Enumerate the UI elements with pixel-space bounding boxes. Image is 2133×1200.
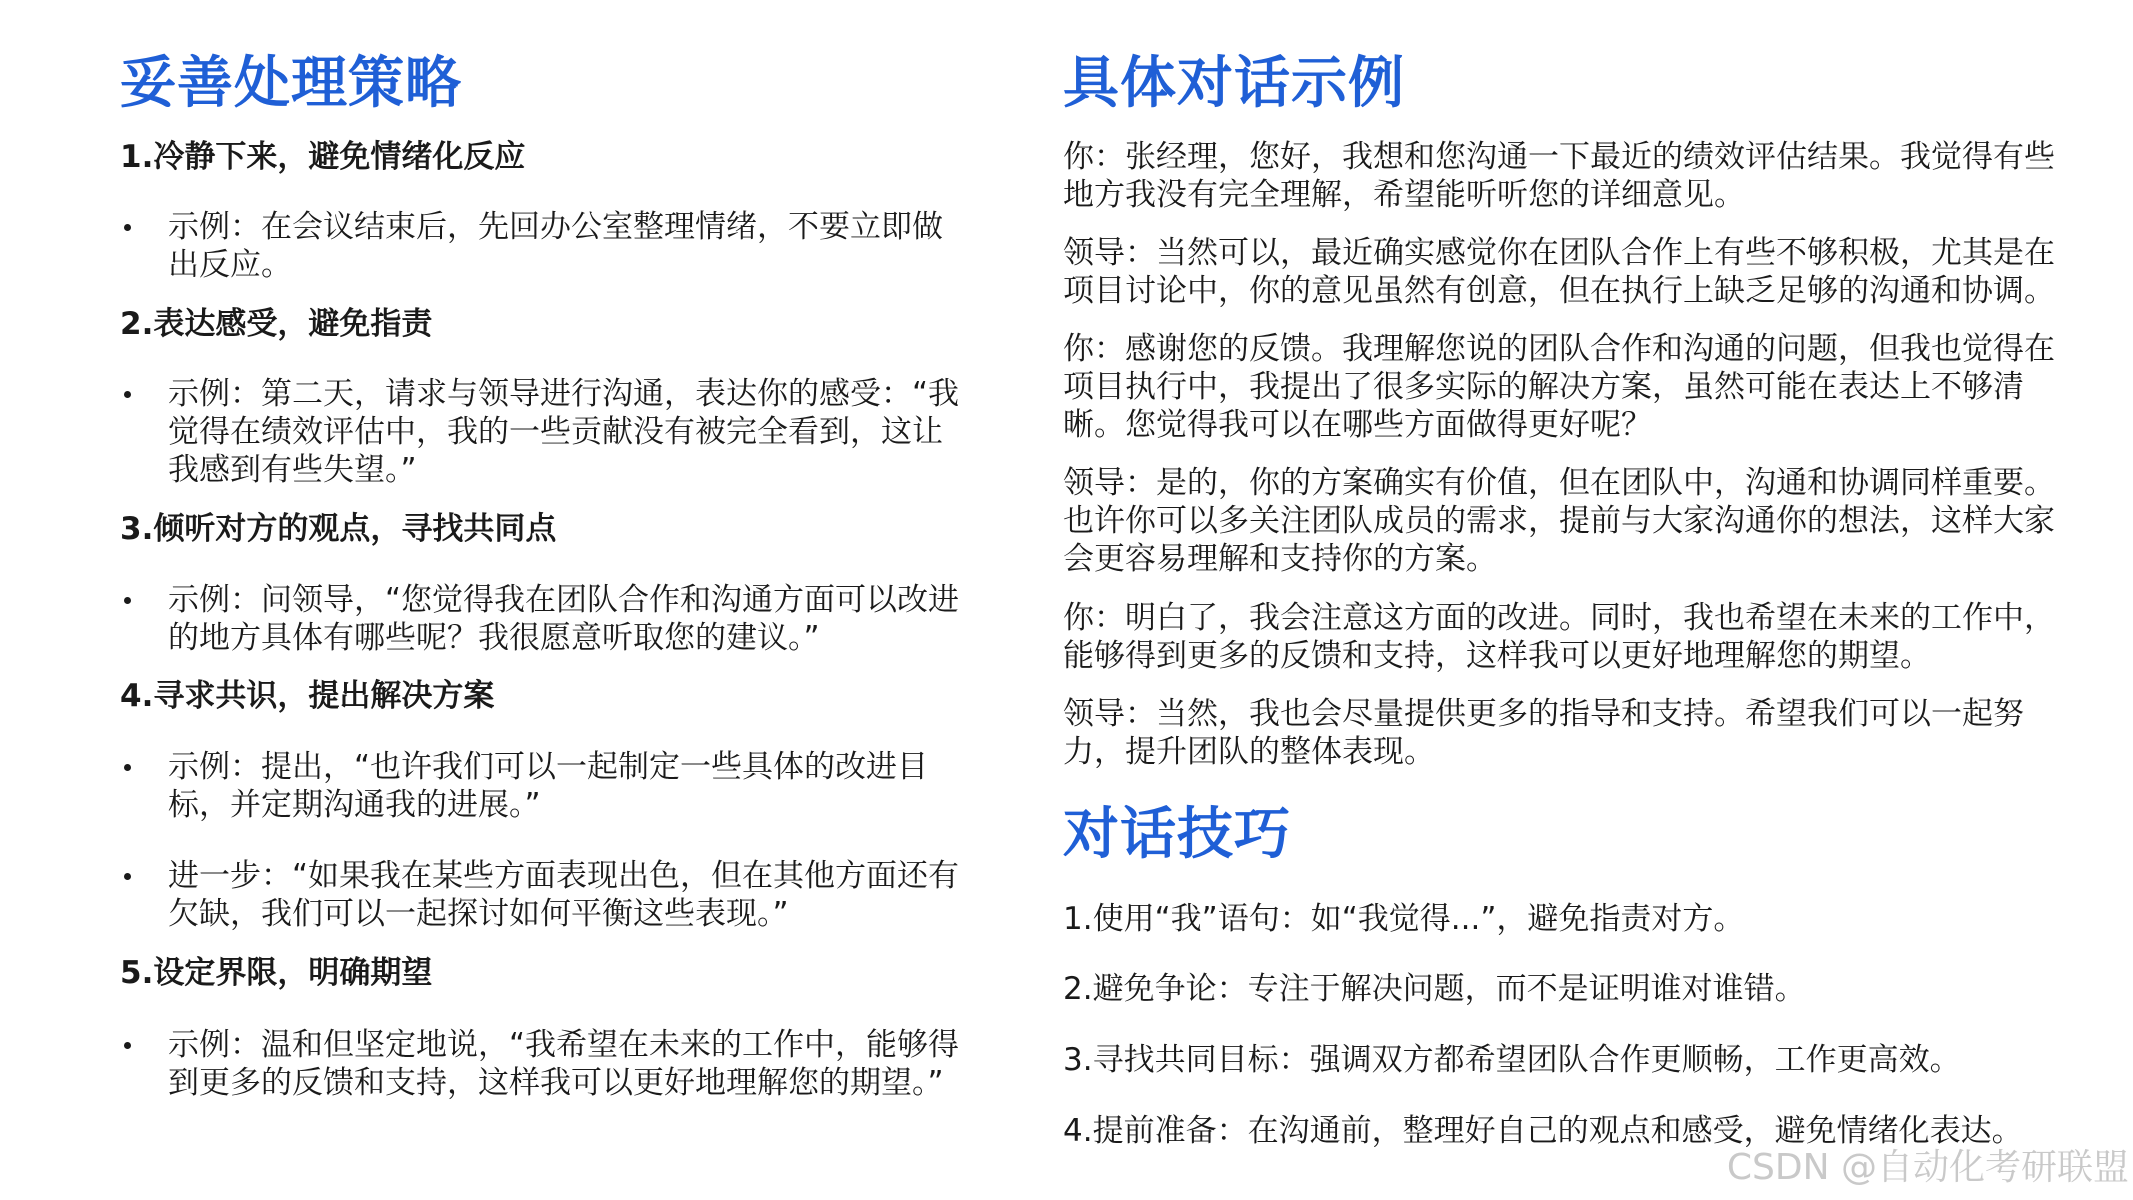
dialogue-line: 你：感谢您的反馈。我理解您说的团队合作和沟通的问题，但我也觉得在项目执行中，我提出了很多实际的解决方案，虽然可能在表达上不够清晰。您觉得我可以在哪些方面做得更好呢？ — [1063, 331, 2055, 443]
tip-item: 2.避免争论：专注于解决问题，而不是证明谁对谁错。 — [1063, 971, 1806, 1007]
strategy-heading-4: 4.寻求共识，提出解决方案 — [120, 678, 495, 714]
strategy-bullet — [120, 1026, 960, 1102]
strategy-bullet — [120, 857, 960, 933]
strategy-heading-1: 1.冷静下来，避免情绪化反应 — [120, 139, 526, 175]
strategy-heading-2: 2.表达感受，避免指责 — [120, 306, 433, 342]
dialogue-line: 领导：当然可以，最近确实感觉你在团队合作上有些不够积极，尤其是在项目讨论中，你的意见虽然有创意，但在执行上缺乏足够的沟通和协调。 — [1063, 235, 2055, 309]
strategy-bullet-text: 示例：在会议结束后，先回办公室整理情绪，不要立即做出反应。 — [168, 209, 943, 283]
strategy-bullet — [120, 748, 960, 824]
dialogue-line: 你：张经理，您好，我想和您沟通一下最近的绩效评估结果。我觉得有些地方我没有完全理解，希望能听听您的详细意见。 — [1063, 139, 2055, 213]
strategy-bullet — [120, 581, 960, 657]
strategy-bullet-text: 示例：问领导，“您觉得我在团队合作和沟通方面可以改进的地方具体有哪些呢？我很愿意听取您的建议。” — [168, 582, 960, 656]
tips-title: 对话技巧 — [1063, 802, 1291, 867]
dialogue-title: 具体对话示例 — [1063, 51, 1405, 116]
tip-item: 4.提前准备：在沟通前，整理好自己的观点和感受，避免情绪化表达。 — [1063, 1113, 2023, 1149]
strategy-bullet — [120, 375, 960, 489]
strategy-bullet-text: 进一步：“如果我在某些方面表现出色，但在其他方面还有欠缺，我们可以一起探讨如何平衡这些表现。” — [168, 858, 960, 932]
tip-item: 3.寻找共同目标：强调双方都希望团队合作更顺畅，工作更高效。 — [1063, 1042, 1961, 1078]
dialogue-line: 领导：是的，你的方案确实有价值，但在团队中，沟通和协调同样重要。也许你可以多关注团队成员的需求，提前与大家沟通你的想法，这样大家会更容易理解和支持你的方案。 — [1063, 465, 2055, 577]
watermark: CSDN @自动化考研联盟 — [1726, 1147, 2129, 1188]
strategy-heading-5: 5.设定界限，明确期望 — [120, 955, 433, 991]
strategy-bullet-text: 示例：提出，“也许我们可以一起制定一些具体的改进目标，并定期沟通我的进展。” — [168, 749, 929, 823]
strategy-bullet-text: 示例：温和但坚定地说，“我希望在未来的工作中，能够得到更多的反馈和支持，这样我可以更好地理解您的期望。” — [168, 1027, 960, 1101]
strategy-title: 妥善处理策略 — [120, 51, 462, 116]
strategy-bullet-text: 示例：第二天，请求与领导进行沟通，表达你的感受：“我觉得在绩效评估中，我的一些贡献没有被完全看到，这让我感到有些失望。” — [168, 376, 960, 488]
strategy-bullet — [120, 208, 960, 284]
tip-item: 1.使用“我”语句：如“我觉得...”，避免指责对方。 — [1063, 901, 1745, 937]
strategy-heading-3: 3.倾听对方的观点，寻找共同点 — [120, 511, 557, 547]
dialogue-line: 你：明白了，我会注意这方面的改进。同时，我也希望在未来的工作中，能够得到更多的反馈和支持，这样我可以更好地理解您的期望。 — [1063, 600, 2055, 674]
dialogue-line: 领导：当然，我也会尽量提供更多的指导和支持。希望我们可以一起努力，提升团队的整体表现。 — [1063, 696, 2024, 770]
